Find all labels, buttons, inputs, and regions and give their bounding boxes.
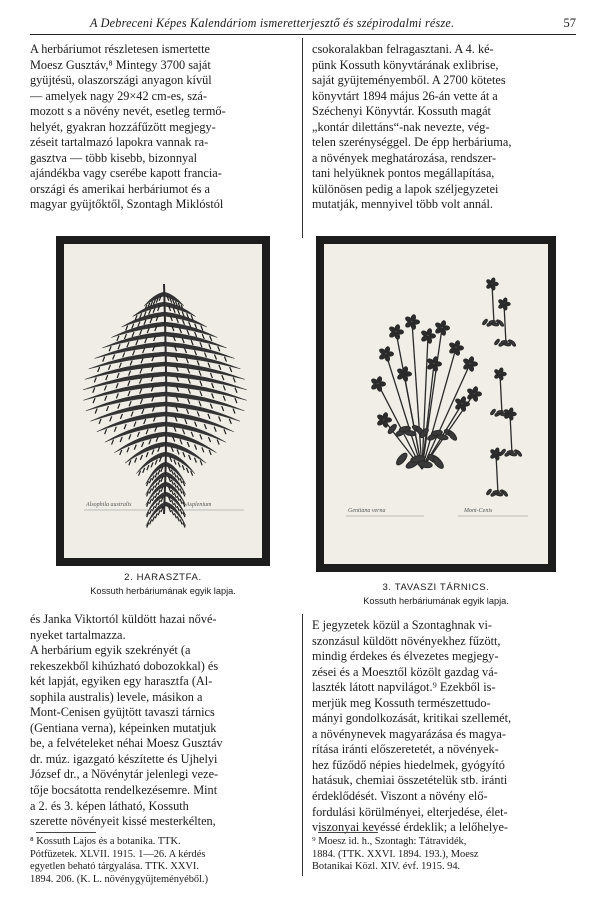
text-line: különösen pedig a lapok széljegyzetei — [312, 181, 499, 196]
text-line: Széchenyi Könyvtár. Kossuth magát — [312, 104, 491, 119]
text-line: A herbáriumot részletesen ismertette — [30, 42, 210, 56]
text-line: mozott s a növény nevét, esetleg termő- — [30, 104, 226, 119]
text-line: gyüjtésü, olaszországi anyagon kívül — [30, 73, 212, 88]
text-line: — amelyek nagy 29×42 cm-es, szá- — [30, 88, 207, 103]
fern-frond-image — [64, 244, 262, 558]
fig2-caption-subtitle: Kossuth herbáriumának egyik lapja. — [90, 586, 236, 596]
text-line: fordulási körülményei, elterjedése, élet- — [312, 804, 508, 819]
text-line: magyar gyüjtőktől, Szontagh Miklóstól — [30, 197, 224, 212]
text-line: helyét, gyakran hozzáfűzött megjegy- — [30, 119, 216, 134]
text-line: A herbárium egyik szekrényét (a — [30, 643, 191, 658]
text-line: 1894. 206. (K. L. növénygyüjteményéből.) — [30, 873, 209, 885]
text-line: E jegyzetek közül a Szontaghnak vi- — [312, 618, 492, 632]
right-column-bottom-text — [312, 618, 574, 836]
footnote-rule-right — [318, 832, 378, 833]
text-line: mindig érdekes és élvezetes megjegy- — [312, 649, 499, 664]
header-rule — [30, 34, 576, 35]
running-title: A Debreceni Képes Kalendáriom ismeretterjesztő és szépirodalmi része. — [90, 16, 455, 30]
text-line: országi és amerikai herbáriumot és a — [30, 181, 210, 196]
page-number: 57 — [563, 16, 576, 30]
fig3-caption-title: 3. TAVASZI TÁRNICS. — [382, 582, 490, 593]
text-line: a növények meghatározása, rendszer- — [312, 150, 497, 165]
text-line: 1884. (TTK. XXVI. 1894. 193.), Moesz — [312, 848, 479, 860]
text-line: mányi gondolkozását, kritikai szellemét, — [312, 711, 512, 726]
text-line: zései és a Moesztől közölt gazdag vá- — [312, 664, 498, 679]
text-line: tője bocsátotta rendelkezésemre. Mint — [30, 783, 218, 798]
fig3-specimen-label-left: Gentiana verna — [348, 508, 386, 514]
fig2-caption-title: 2. HARASZTFA. — [124, 572, 202, 583]
text-line: érdeklődését. Viszont a növény elő- — [312, 789, 488, 804]
text-line: két lapját, egyiken egy harasztfa (Al- — [30, 674, 213, 689]
text-line: szonzásul küldött növényekhez fűzött, — [312, 633, 501, 648]
footnote-8 — [30, 836, 296, 886]
text-line: zéseit tartalmazó lapokra vannak ra- — [30, 135, 209, 150]
text-line: hatásuk, chemiai összetételük stb. iránti — [312, 773, 508, 788]
text-line: Moesz Gusztáv,⁸ Mintegy 3700 saját — [30, 57, 211, 72]
text-line: mutatják, mennyivel több volt annál. — [312, 197, 494, 212]
text-line: Pótfüzetek. XLVII. 1915. 1—26. A kérdés — [30, 848, 206, 860]
text-line: szerette növényeit kissé mesterkélten, — [30, 814, 216, 829]
text-line: nyeket tartalmazza. — [30, 627, 126, 642]
text-line: gasztva — több kisebb, bizonnyal — [30, 150, 197, 165]
left-column-bottom-text — [30, 612, 292, 830]
text-line: csokoralakban felragasztani. A 4. ké- — [312, 42, 494, 56]
fig2-specimen-label-right: Asplenium — [186, 502, 212, 508]
footnote-rule-left — [36, 832, 96, 833]
footnote-9 — [312, 836, 574, 874]
figure-fern-herbarium-sheet — [56, 236, 270, 566]
text-line: sophila australis) levele, másikon a — [30, 689, 203, 704]
fig3-specimen-label-right: Mont-Cenis — [464, 508, 493, 514]
column-divider-bottom — [302, 614, 303, 876]
text-line: dr. múz. igazgató készítette és Ujhelyi — [30, 751, 218, 766]
text-line: merjük meg Kossuth természettudo- — [312, 695, 491, 710]
text-line: ajándékba vagy cserébe kapott francia- — [30, 166, 222, 181]
text-line: a 2. és 3. képen látható, Kossuth — [30, 798, 189, 813]
fig3-caption-subtitle: Kossuth herbáriumának egyik lapja. — [363, 596, 509, 606]
text-line: József dr., a Növénytár jelenlegi veze- — [30, 767, 219, 782]
text-line: ⁸ Kossuth Lajos és a botanika. TTK. — [30, 836, 181, 847]
running-header — [30, 10, 576, 36]
text-line: „kontár dilettáns“-nak nevezte, vég- — [312, 119, 490, 134]
text-line: (Gentiana verna), képeinken mutatjuk — [30, 720, 217, 735]
text-line: viszonyai kevéssé érdeklik; a lelőhelye- — [312, 820, 508, 835]
right-column-top-text — [312, 42, 574, 213]
text-line: könyvtárt 1894 május 26-án vette át a — [312, 88, 498, 103]
fig2-specimen-label-left: Alsophila australis — [86, 502, 132, 508]
text-line: rítása iránti előszeretetét, a növények- — [312, 742, 499, 757]
text-line: tani helyüknek pontos megállapítása, — [312, 166, 495, 181]
text-line: és Janka Viktortól küldött hazai nővé- — [30, 612, 217, 626]
text-line: telen szerénységgel. De épp herbáriuma, — [312, 135, 512, 150]
text-line: hez fűződő népies hiedelmek, gyógyító — [312, 757, 505, 772]
text-line: Botanikai Közl. XIV. évf. 1915. 94. — [312, 861, 461, 873]
figure-gentian-herbarium-sheet — [316, 236, 556, 572]
text-line: be, a felvételeket néhai Moesz Gusztáv — [30, 736, 223, 751]
text-line: a növénynevek magyarázása és magya- — [312, 726, 506, 741]
text-line: saját gyüjteményemből. A 2700 kötetes — [312, 73, 506, 88]
text-line: egyetlen beható tárgyalása. TTK. XXVI. — [30, 861, 199, 873]
text-line: ⁹ Moesz id. h., Szontagh: Tátravidék, — [312, 836, 467, 847]
column-divider-top — [302, 38, 303, 238]
text-line: laszték látott napvilágot.⁹ Ezekből is- — [312, 680, 496, 695]
left-column-top-text — [30, 42, 292, 213]
text-line: Mont-Cenisen gyüjtött tavaszi tárnics — [30, 705, 215, 720]
text-line: rekeszekből kihúzható dobozokkal) és — [30, 658, 219, 673]
gentian-specimen-image — [324, 244, 548, 564]
text-line: pünk Kossuth könyvtárának exlibrise, — [312, 57, 499, 72]
